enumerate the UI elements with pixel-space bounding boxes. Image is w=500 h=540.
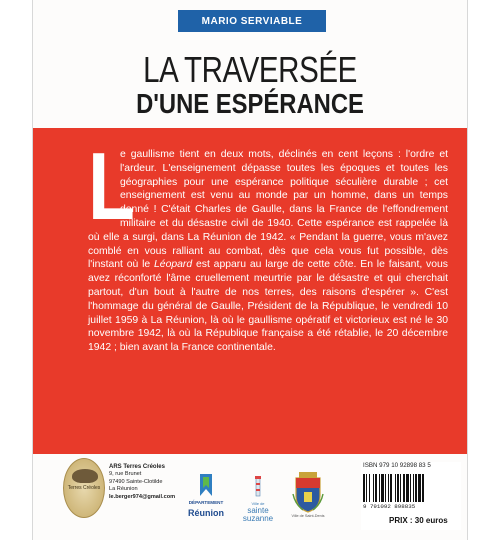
crest-shield-icon (291, 470, 325, 514)
back-cover-text (88, 133, 448, 355)
reunion-department-logo (185, 472, 227, 522)
suzanne-name-2: suzanne (242, 514, 274, 523)
sainte-suzanne-logo (238, 474, 278, 524)
reunion-emblem-icon (197, 472, 215, 498)
barcode-number: 9 791092 898835 (363, 503, 416, 510)
suzanne-ville-label: Ville de (251, 501, 265, 506)
text-part-2: est apparu au large de cette côte. En le faisant, vous avez réconforté l'âme cruellement meurtrie par le désastre et qui cherchait partout, d'un bout à l'autre de nos terres, des raisons d'espérer ». C'est l'hommage du général de Gaulle, Président de la République, le vendredi 10 juillet 1959 à La Réunion, là où le gaullisme opératif et victorieux est né le 30 novembre 1942, là où la République française a été rétablie, le 20 décembre 1942 ; bien avant la France continentale. (88, 259, 448, 354)
author-band (178, 10, 326, 32)
author-name: MARIO SERVIABLE (201, 15, 303, 27)
publisher-logo-text: Terres Créoles (67, 485, 101, 491)
text-part-1: e gaullisme tient en deux mots, déclinés en cent leçons : l'ordre et l'ardeur. L'enseignement dépasse toutes les époques et toutes les géographies pour une espérance politique séculière durable ; cet enseignement est venu au monde par un homme, dans un temps donné ! C'était Charles de Gaulle, dans la France de l'effondrement militaire et du désastre civil de 1940. Cette espérance est rappelée là où elle a surgi, dans La Réunion de 1942. « Pendant la guerre, vous m'avez comblé en vous ralliant au combat, dès que cela vous fut possible, dès l'instant où le (88, 149, 448, 271)
publisher-address-2: 97490 Sainte-Clotilde (109, 478, 163, 485)
turtle-icon (72, 469, 98, 483)
publisher-info (109, 464, 175, 501)
title-line-1: LA TRAVERSÉE (143, 49, 357, 90)
suzanne-name-1: sainte (247, 506, 269, 515)
publisher-address-1: 9, rue Brunet (109, 471, 142, 478)
price: PRIX : 30 euros (389, 516, 448, 525)
publisher-address-3: La Réunion (109, 486, 138, 493)
publisher-logo (63, 458, 105, 518)
lighthouse-icon (250, 474, 266, 500)
barcode-bar (424, 474, 425, 502)
publisher-name: ARS Terres Créoles (109, 464, 165, 470)
text-italic-leopard: Léopard (154, 259, 193, 271)
reunion-department-label: DÉPARTEMENT (188, 500, 224, 505)
publisher-email: le.berger974@gmail.com (109, 493, 176, 500)
title-line-2: D'UNE ESPÉRANCE (136, 88, 364, 119)
book-back-cover (32, 0, 468, 540)
drop-cap: L (88, 133, 135, 240)
crest-caption: Ville de Saint-Denis (291, 514, 325, 518)
isbn-barcode-box (361, 462, 461, 530)
isbn-label: ISBN 979 10 92898 83 5 (363, 462, 431, 469)
city-crest-logo (291, 470, 325, 520)
book-title (33, 49, 467, 119)
reunion-name: Réunion (188, 508, 224, 518)
barcode (363, 474, 441, 502)
